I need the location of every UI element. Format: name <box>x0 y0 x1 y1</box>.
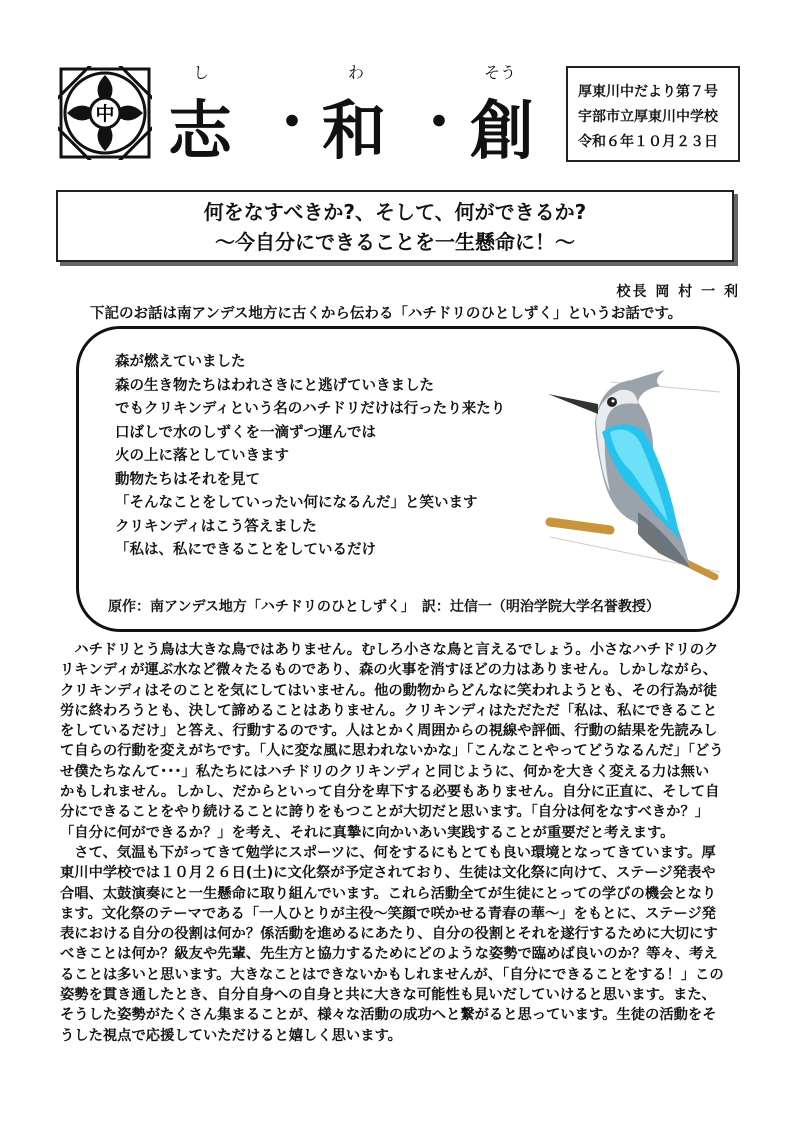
body-line: ることは多いと思います。大きなことはできないかもしれませんが、「自分にできることをする！」この <box>60 966 724 983</box>
emblem-char: 中 <box>95 103 115 125</box>
body-line: 合唱、太鼓演奏にと一生懸命に取り組んでいます。これら活動全てが生徒にとっての学びの機会となり <box>60 885 717 902</box>
body-line: 表における自分の役割は何か？係活動を進めるにあたり、自分の役割とそれを遂行するために大切にす <box>60 926 718 943</box>
story-line: 森の生き物たちはわれさきにと逃げていきました <box>115 377 434 394</box>
title-ruby-3: そう <box>484 63 517 82</box>
story-line: クリキンディはこう答えました <box>115 518 317 535</box>
story-text <box>115 351 505 563</box>
newsletter-issue: 厚東川中だより第７号 <box>578 84 718 100</box>
body-line: ます。文化祭のテーマである「一人ひとりが主役～笑顔で咲かせる青春の華～」をもとに、ステージ発 <box>60 905 716 922</box>
story-line: でもクリキンディという名のハチドリだけは行ったり来たり <box>115 401 506 417</box>
body-line: 東川中学校では１０月２６日(土)に文化祭が予定されており、生徒は文化祭に向けて、ステージ発表や <box>60 865 716 882</box>
title-ruby-1: し <box>193 63 210 82</box>
title-dot-2: ・ <box>412 91 466 154</box>
issue-date: 令和６年１０月２３日 <box>578 134 718 150</box>
body-text <box>60 640 750 1046</box>
title-ruby-2: わ <box>348 63 365 82</box>
body-line: さて、気温も下がってきて勉学にスポーツに、何をするにもとても良い環境となってきています。厚 <box>60 844 716 861</box>
body-line: リキンディが運ぶ水など微々たるものであり、森の火事を消すほどの力はありません。しかしながら、 <box>60 662 718 679</box>
body-line: 「自分に何ができるか？」を考え、それに真摯に向かいあい実践することが重要だと考えます。 <box>60 824 675 841</box>
school-emblem-icon <box>58 66 152 160</box>
body-line: ハチドリとう鳥は大きな鳥ではありません。むしろ小さな鳥と言えるでしょう。小さなハチドリのク <box>60 642 719 658</box>
headline-box <box>56 190 734 262</box>
story-credit: 原作：南アンデス地方「ハチドリのひとしずく」 訳：辻信一（明治学院大学名誉教授） <box>108 599 660 615</box>
body-line: クリキンディはそのことを気にしてはいません。他の動物からどんなに笑われようとも、その行為が徒 <box>60 682 718 699</box>
title-dot-1: ・ <box>265 91 319 154</box>
body-line: 労に終わろうとも、決して諦めることはありません。クリキンディはただただ「私は、私にできること <box>60 702 718 719</box>
body-line: べきことは何か？級友や先輩、先生方と協力するためにどのような姿勢で臨めば良いのか？等々、考え <box>60 946 718 963</box>
body-line: せ僕たちなんて･･･」私たちにはハチドリのクリキンディと同じように、何かを大きく変える力は無い <box>60 763 710 780</box>
body-line: かもしれません。しかし、だからといって自分を卑下する必要もありません。自分に正直に、そして自 <box>60 784 720 801</box>
body-line: うした視点で応援していただけると嬉しく思います。 <box>60 1027 402 1044</box>
body-line: をしているだけ」と答え、行動するのです。人はとかく周囲からの視線や評価、行動の結果を先読みし <box>60 723 718 740</box>
headline-line-2: ～今自分にできることを一生懸命に！～ <box>215 230 575 254</box>
story-line: 口ばしで水のしずくを一滴ずつ運んでは <box>115 424 376 441</box>
title-char-1: 志 <box>168 95 232 169</box>
school-name: 宇部市立厚東川中学校 <box>578 109 718 125</box>
principal-name: 校長 岡 村 一 利 <box>616 284 740 300</box>
story-line: 動物たちはそれを見て <box>115 471 260 488</box>
story-line: 森が燃えていました <box>115 354 246 370</box>
title-char-2: 和 <box>322 95 386 169</box>
body-line: て自らの行動を変えがちです。「人に変な風に思われないかな」「こんなことやってどうなるんだ」「どう <box>60 743 724 760</box>
story-line: 「そんなことをしていったい何になるんだ」と笑います <box>115 495 478 511</box>
intro-text: 下記のお話は南アンデス地方に古くから伝わる「ハチドリのひとしずく」というお話です。 <box>90 306 683 322</box>
issue-info-box <box>566 66 740 162</box>
headline-line-1: 何をなすべきか?、そして、何ができるか? <box>203 200 587 224</box>
body-line: そうした姿勢がたくさん集まることが、様々な活動の成功へと繋がると思っています。生徒の活動をそ <box>60 1007 717 1024</box>
body-line: 姿勢を貫き通したとき、自分自身への自身と共に大きな可能性も見いだしていけると思います。また、 <box>60 987 716 1004</box>
story-line: 「私は、私にできることをしているだけ <box>115 542 376 558</box>
title-char-3: 創 <box>470 95 534 169</box>
body-line: 分にできることをやり続けることに誇りをもつことが大切だと思います。「自分は何をなすべきか？」 <box>60 804 710 821</box>
story-line: 火の上に落としていきます <box>115 448 289 464</box>
hummingbird-illustration <box>540 362 720 582</box>
